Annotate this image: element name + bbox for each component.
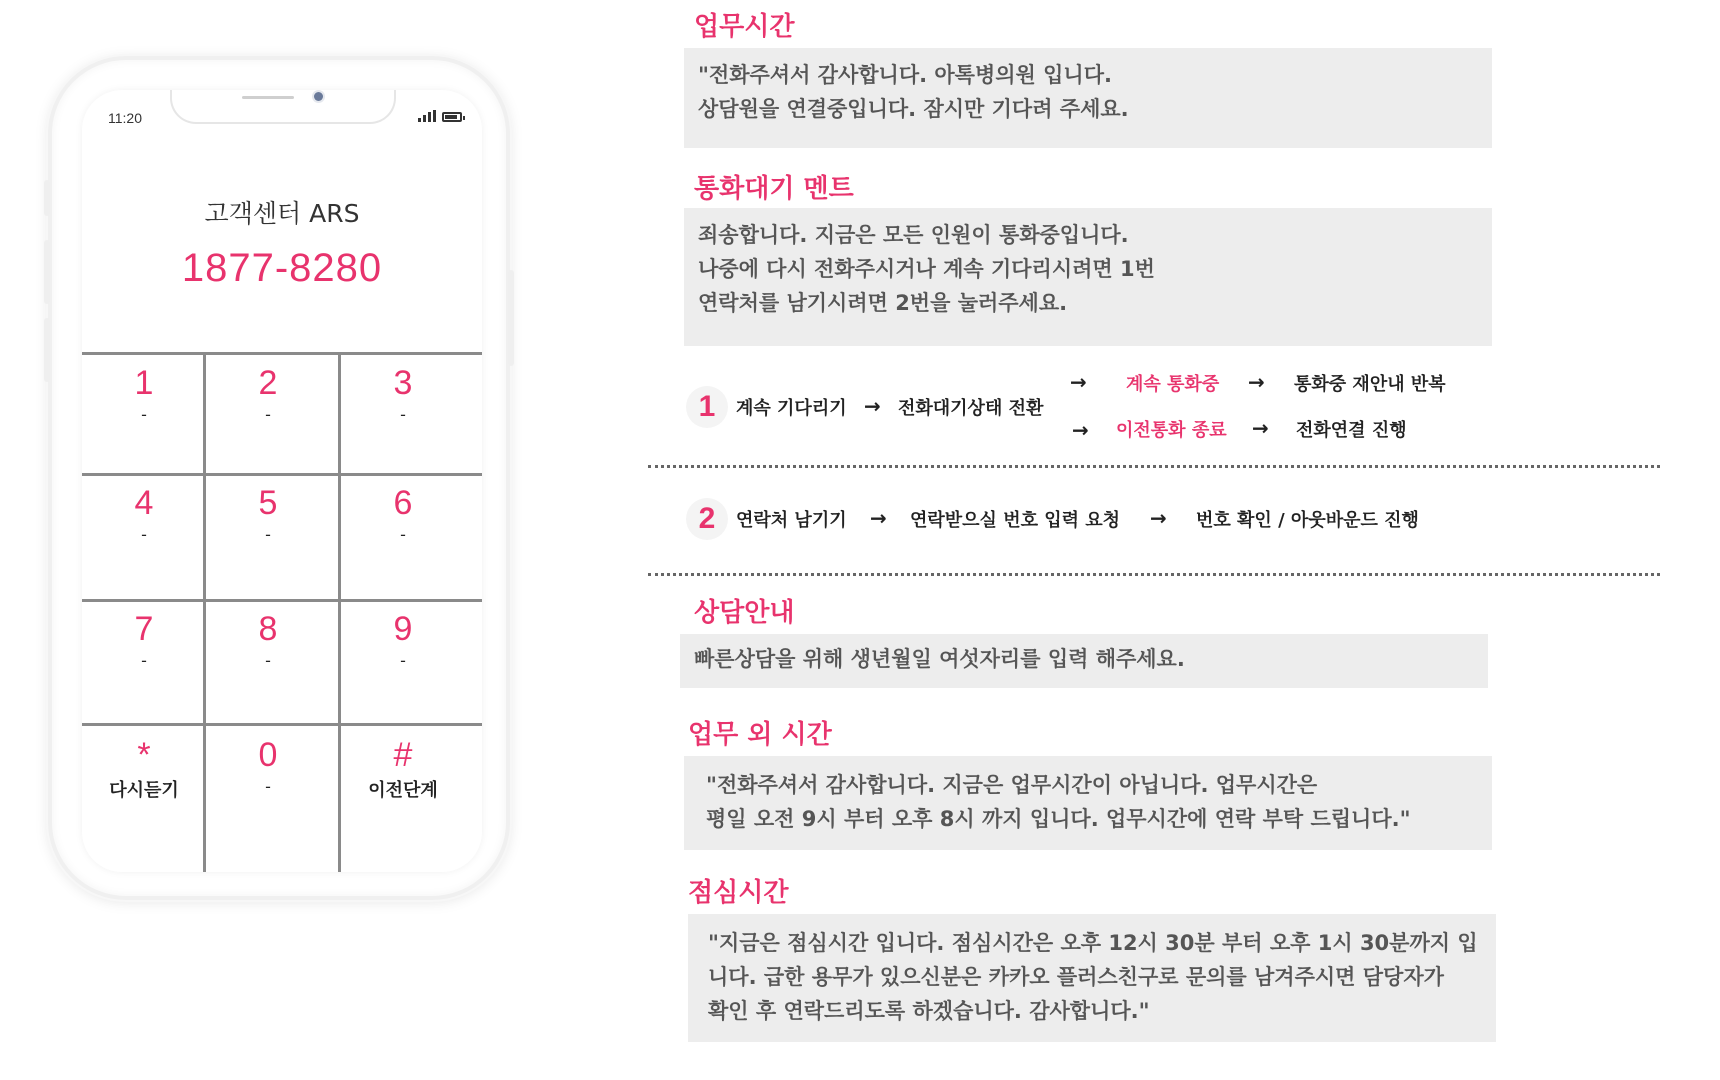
business-hours-title: 업무시간 xyxy=(694,12,795,42)
key-1[interactable] xyxy=(82,363,206,425)
hold-message-box xyxy=(684,208,1492,346)
lunch-text: "지금은 점심시간 입니다. 점심시간은 오후 12시 30분 부터 오후 1시 30분까지 입 니다. 급한 용무가 있으신분은 카카오 플러스친구로 문의를 남겨주시면 담당자가 확인 후 연락드리도록 하겠습니다. 감사합니다." xyxy=(708,931,1478,1023)
flow-1-number: 1 xyxy=(686,386,728,428)
key-digit: * xyxy=(137,736,151,774)
key-label: - xyxy=(141,525,147,544)
key-0[interactable] xyxy=(206,735,330,797)
phone-power-button xyxy=(508,270,514,366)
consult-text: 빠른상담을 위해 생년월일 여섯자리를 입력 해주세요. xyxy=(694,647,1185,671)
business-hours-text: "전화주셔서 감사합니다. 아톡병의원 입니다. 상담원을 연결중입니다. 잠시만 기다려 주세요. xyxy=(698,63,1129,121)
key-7[interactable] xyxy=(82,609,206,671)
key-5[interactable] xyxy=(206,483,330,545)
key-hash[interactable] xyxy=(341,735,465,801)
key-6[interactable] xyxy=(341,483,465,545)
arrow-icon: → xyxy=(864,394,881,418)
phone-side-button xyxy=(44,180,50,216)
phone-notch xyxy=(170,90,396,124)
key-3[interactable] xyxy=(341,363,465,425)
battery-icon xyxy=(442,112,462,122)
consult-title: 상담안내 xyxy=(694,598,795,628)
flow-1-branch-busy-result: 통화중 재안내 반복 xyxy=(1294,374,1446,395)
key-2[interactable] xyxy=(206,363,330,425)
after-hours-title: 업무 외 시간 xyxy=(688,720,832,750)
key-digit: 4 xyxy=(134,484,154,522)
speaker-grille xyxy=(242,96,294,99)
key-digit: 3 xyxy=(393,364,413,402)
dial-keypad xyxy=(82,352,482,872)
arrow-icon: → xyxy=(1150,506,1167,530)
key-label: - xyxy=(265,525,271,544)
lunch-box xyxy=(688,914,1496,1042)
status-icons xyxy=(418,110,462,122)
key-label: - xyxy=(141,405,147,424)
flow-1-branch-ended-result: 전화연결 진행 xyxy=(1296,420,1407,441)
phone-volume-up-button xyxy=(44,240,50,304)
flow-1-step-hold: 전화대기상태 전환 xyxy=(898,398,1044,419)
keypad-divider xyxy=(82,599,482,602)
flow-2-step-request-number: 연락받으실 번호 입력 요청 xyxy=(910,510,1121,531)
keypad-divider xyxy=(82,473,482,476)
flow-1-branch-ended: 이전통화 종료 xyxy=(1116,420,1227,441)
flow-2-number: 2 xyxy=(686,498,728,540)
arrow-icon: → xyxy=(1070,370,1087,394)
after-hours-text: "전화주셔서 감사합니다. 지금은 업무시간이 아닙니다. 업무시간은 평일 오전 9시 부터 오후 8시 까지 입니다. 업무시간에 연락 부탁 드립니다." xyxy=(706,773,1411,831)
key-digit: 5 xyxy=(258,484,278,522)
key-digit: 1 xyxy=(134,364,154,402)
ars-title: 고객센터 ARS xyxy=(204,199,360,228)
phone-volume-down-button xyxy=(44,318,50,382)
key-digit: 9 xyxy=(393,610,413,648)
key-9[interactable] xyxy=(341,609,465,671)
camera-icon xyxy=(314,92,323,101)
key-digit: # xyxy=(393,736,413,774)
keypad-divider xyxy=(82,723,482,726)
flow-2-step-leave-contact: 연락처 남기기 xyxy=(736,510,847,531)
flow-1-branch-busy: 계속 통화중 xyxy=(1126,374,1220,395)
hold-message-text: 죄송합니다. 지금은 모든 인원이 통화중입니다. 나중에 다시 전화주시거나 계속 기다리시려면 1번 연락처를 남기시려면 2번을 눌러주세요. xyxy=(698,223,1155,315)
key-digit: 6 xyxy=(393,484,413,522)
section-divider xyxy=(648,573,1660,576)
key-label: - xyxy=(265,405,271,424)
ars-phone-number[interactable]: 1877-8280 xyxy=(181,246,383,290)
key-digit: 7 xyxy=(134,610,154,648)
arrow-icon: → xyxy=(1072,418,1089,442)
after-hours-box xyxy=(684,756,1492,850)
hold-message-title: 통화대기 멘트 xyxy=(694,174,854,204)
key-digit: 8 xyxy=(258,610,278,648)
key-8[interactable] xyxy=(206,609,330,671)
key-label: - xyxy=(400,651,406,670)
phone-mockup xyxy=(48,56,510,900)
section-divider xyxy=(648,465,1660,468)
key-digit: 2 xyxy=(258,364,278,402)
arrow-icon: → xyxy=(1248,370,1265,394)
flow-1-step-continue: 계속 기다리기 xyxy=(736,398,847,419)
lunch-title: 점심시간 xyxy=(688,878,789,908)
key-label: - xyxy=(265,777,271,796)
key-label: - xyxy=(400,405,406,424)
business-hours-message xyxy=(684,48,1492,148)
key-4[interactable] xyxy=(82,483,206,545)
phone-screen xyxy=(82,90,482,872)
signal-icon xyxy=(418,110,436,122)
flow-2-step-outbound: 번호 확인 / 아웃바운드 진행 xyxy=(1196,510,1419,531)
key-digit: 0 xyxy=(258,736,278,774)
arrow-icon: → xyxy=(870,506,887,530)
key-label: 다시듣기 xyxy=(109,780,179,801)
status-time: 11:20 xyxy=(108,110,142,126)
key-label: - xyxy=(141,651,147,670)
key-label: 이전단계 xyxy=(368,780,438,801)
key-label: - xyxy=(400,525,406,544)
key-label: - xyxy=(265,651,271,670)
arrow-icon: → xyxy=(1252,416,1269,440)
consult-box xyxy=(680,634,1488,688)
key-star[interactable] xyxy=(82,735,206,801)
